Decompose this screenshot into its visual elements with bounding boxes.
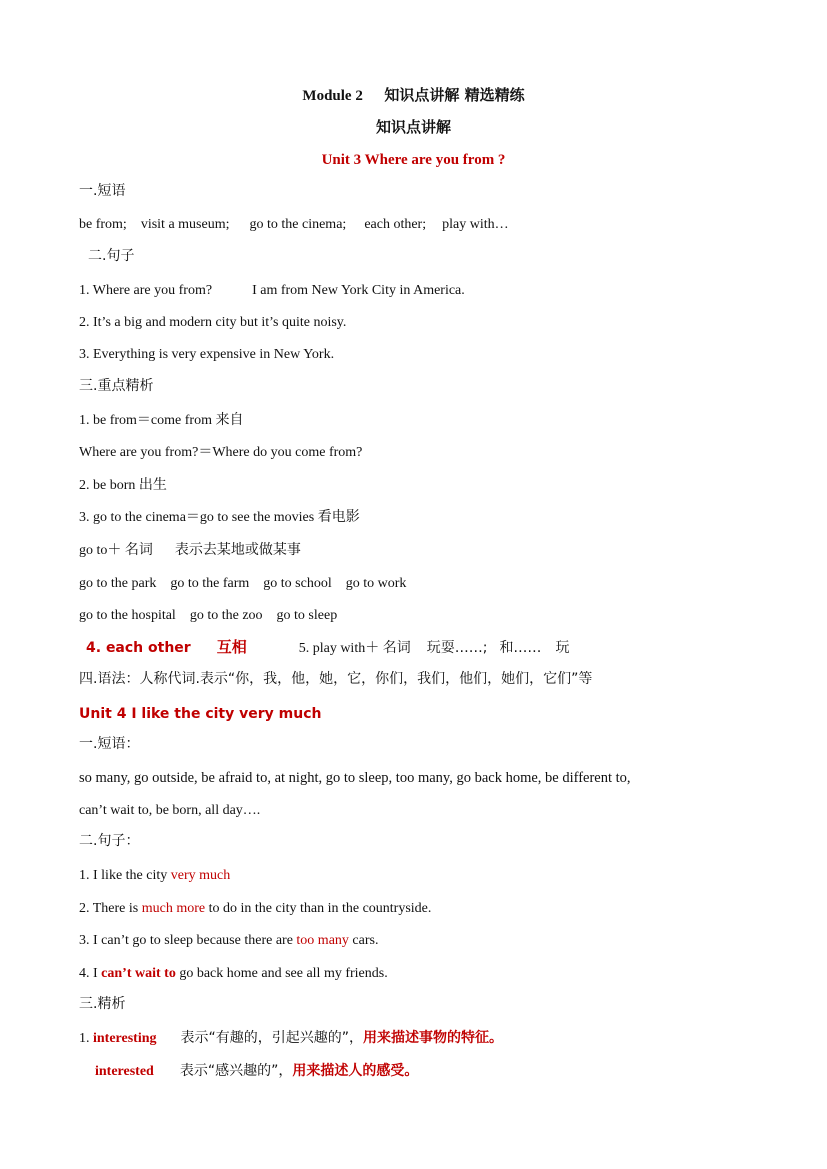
- point-5-meaning-play: 玩: [555, 640, 570, 656]
- word-definition: 表示“有趣的，引起兴趣的”，: [180, 1030, 364, 1046]
- sentence-highlight: very much: [170, 868, 231, 883]
- analysis-point-2: [79, 476, 167, 495]
- point-english: 2. be born: [79, 478, 139, 493]
- sentence-highlight: can’t wait to: [101, 966, 176, 981]
- word-usage: 用来描述人的感受。: [292, 1063, 419, 1079]
- point-english: 1. be from＝come from: [79, 413, 216, 428]
- unit4-sentences-heading: 二.句子：: [79, 833, 140, 849]
- unit3-grammar-heading: 四.语法：人称代词.表示“你，我，他，她，它，你们，我们，他们，她们，它们”等: [79, 671, 593, 687]
- word-number: 1.: [79, 1031, 93, 1046]
- sentence-text: 4. I: [79, 966, 102, 981]
- list-item: play with…: [442, 217, 509, 232]
- word-interesting: interesting: [93, 1031, 157, 1046]
- list-item: go to work: [345, 576, 407, 591]
- unit3-phrase-list: [79, 216, 509, 234]
- point-5-term: 5. play with＋: [298, 641, 383, 656]
- unit4-sentence-1: [79, 867, 230, 885]
- unit3-sentence-3: 3. Everything is very expensive in New York.: [79, 347, 335, 362]
- rule-meaning: 表示去某地或做某事: [174, 542, 301, 558]
- unit4-phrases-heading: 一.短语：: [79, 736, 140, 752]
- unit4-analysis-heading: 三.精析: [79, 996, 126, 1012]
- unit3-sentence-1: [79, 282, 465, 300]
- list-item: be from;: [79, 217, 127, 232]
- unit4-sentence-2: [79, 900, 431, 918]
- sentence-text: cars.: [348, 933, 379, 948]
- unit3-title: Unit 3 Where are you from ?: [321, 152, 506, 168]
- title-chinese: 知识点讲解 精选精练: [384, 86, 525, 104]
- sentence-text: 3. I can’t go to sleep because there are: [79, 933, 297, 948]
- list-item: go to the park: [79, 576, 157, 591]
- word-usage: 用来描述事物的特征。: [363, 1030, 504, 1046]
- point-5-meaning-with: 和……: [499, 640, 542, 656]
- sentence-text: go back home and see all my friends.: [175, 966, 388, 981]
- list-item: visit a museum;: [140, 217, 230, 232]
- unit3-phrases-heading: 一.短语: [79, 183, 126, 199]
- unit3-sentence-2: 2. It’s a big and modern city but it’s quite noisy.: [79, 315, 347, 330]
- word-interesting-row: [79, 1029, 503, 1048]
- sentence-highlight: much more: [141, 901, 206, 916]
- unit4-phrases-line-1: so many, go outside, be afraid to, at night, go to sleep, too many, go back home, be different to,: [79, 770, 631, 786]
- word-definition: 表示“感兴趣的”，: [179, 1063, 293, 1079]
- goto-rule: [79, 541, 301, 560]
- sentence-text: 2. There is: [79, 901, 142, 916]
- list-item: go to the zoo: [189, 608, 263, 623]
- sentence-text: 1. I like the city: [79, 868, 171, 883]
- word-interested-row: [95, 1062, 418, 1081]
- list-item: go to the cinema;: [249, 217, 347, 232]
- list-item: each other;: [364, 217, 427, 232]
- analysis-point-1: [79, 411, 243, 430]
- rule-pattern: go to＋: [79, 543, 125, 558]
- document-title: [0, 86, 827, 105]
- list-item: go to sleep: [276, 608, 338, 623]
- list-item: go to school: [263, 576, 332, 591]
- unit4-phrases-line-2: can’t wait to, be born, all day….: [79, 803, 261, 818]
- point-english: 3. go to the cinema＝go to see the movies: [79, 510, 318, 525]
- sentence-text: to do in the city than in the countryside.: [205, 901, 432, 916]
- list-item: go to the hospital: [79, 608, 176, 623]
- rule-noun: 名词: [124, 542, 153, 558]
- unit4-title: Unit 4 I like the city very much: [79, 706, 322, 722]
- point-4-term: each other: [105, 640, 191, 656]
- unit3-sentences-heading: 二.句子: [88, 248, 135, 264]
- sentence-highlight: too many: [296, 933, 349, 948]
- unit4-sentence-3: [79, 932, 378, 950]
- point-chinese: 来自: [215, 412, 244, 428]
- analysis-point-1-example: Where are you from?＝Where do you come from?: [79, 445, 363, 460]
- point-5-noun: 名词: [382, 640, 411, 656]
- title-module: Module 2: [302, 88, 363, 104]
- point-5-meaning: 玩耍……;: [426, 640, 488, 656]
- goto-examples-row-2: [79, 607, 337, 625]
- list-item: go to the farm: [170, 576, 250, 591]
- point-chinese: 看电影: [317, 509, 360, 525]
- word-interested: interested: [95, 1064, 154, 1079]
- document-subtitle: 知识点讲解: [375, 118, 451, 136]
- point-4-meaning: 互相: [216, 638, 247, 656]
- sentence-answer: I am from New York City in America.: [252, 283, 465, 298]
- unit3-analysis-heading: 三.重点精析: [79, 378, 154, 394]
- sentence-question: 1. Where are you from?: [79, 283, 213, 298]
- analysis-point-3: [79, 508, 360, 527]
- point-4-number: 4.: [86, 640, 106, 656]
- point-chinese: 出生: [138, 477, 167, 493]
- unit4-sentence-4: [79, 965, 388, 983]
- analysis-points-4-5: [86, 638, 569, 658]
- goto-examples-row-1: [79, 575, 406, 593]
